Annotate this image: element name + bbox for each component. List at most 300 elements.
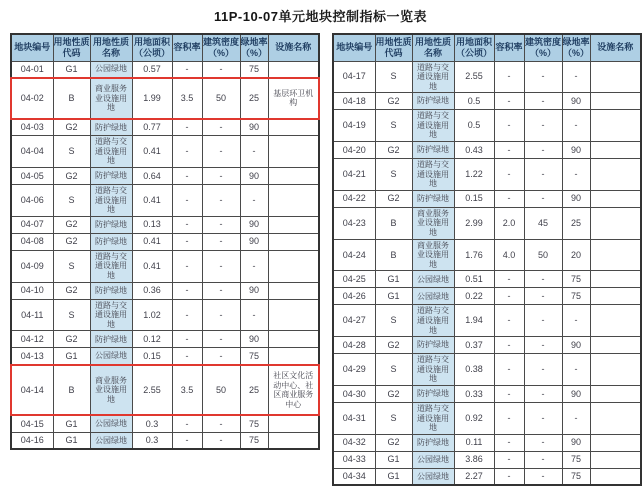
cell-facility-name — [590, 142, 641, 159]
cell-land-use-code: G2 — [53, 331, 90, 348]
cell-facility-name — [268, 282, 319, 299]
table-row — [11, 168, 319, 185]
cell-plot-id: 04-12 — [11, 331, 53, 348]
cell-green-rate: 75 — [562, 271, 590, 288]
cell-building-density: - — [524, 354, 562, 386]
header-row — [333, 34, 641, 61]
cell-green-rate: 75 — [240, 348, 268, 365]
cell-plot-id: 04-26 — [333, 288, 375, 305]
cell-land-use-name: 公园绿地 — [412, 468, 454, 485]
cell-green-rate: 90 — [240, 119, 268, 136]
cell-far: - — [494, 271, 524, 288]
cell-land-use-name: 道路与交通设施用地 — [90, 250, 132, 282]
table-row — [11, 250, 319, 282]
column-header: 绿地率（%） — [562, 34, 590, 61]
cell-far: - — [172, 415, 202, 432]
cell-land-area: 2.27 — [454, 468, 494, 485]
cell-facility-name — [590, 402, 641, 434]
cell-facility-name — [268, 216, 319, 233]
cell-land-use-code: G1 — [53, 61, 90, 78]
cell-far: 4.0 — [494, 239, 524, 271]
cell-facility-name — [590, 93, 641, 110]
cell-building-density: 45 — [524, 207, 562, 239]
table-row — [333, 239, 641, 271]
cell-building-density: - — [524, 402, 562, 434]
cell-facility-name — [268, 250, 319, 282]
column-header: 用地面积（公顷） — [454, 34, 494, 61]
table-row — [333, 271, 641, 288]
cell-building-density: - — [202, 61, 240, 78]
table-row — [11, 185, 319, 217]
cell-far: - — [172, 348, 202, 365]
cell-far: - — [172, 185, 202, 217]
cell-far: - — [494, 451, 524, 468]
cell-green-rate: 25 — [240, 365, 268, 415]
cell-green-rate: 90 — [562, 93, 590, 110]
cell-building-density: - — [202, 216, 240, 233]
cell-facility-name — [268, 119, 319, 136]
cell-green-rate: - — [562, 354, 590, 386]
cell-building-density: - — [202, 299, 240, 331]
cell-land-use-code: G2 — [375, 385, 412, 402]
table-row — [333, 402, 641, 434]
cell-green-rate: 90 — [562, 337, 590, 354]
cell-building-density: - — [202, 185, 240, 217]
cell-plot-id: 04-27 — [333, 305, 375, 337]
cell-green-rate: 90 — [240, 331, 268, 348]
cell-land-area: 1.99 — [132, 78, 172, 119]
cell-building-density: - — [524, 385, 562, 402]
cell-facility-name — [590, 305, 641, 337]
cell-far: - — [172, 250, 202, 282]
cell-green-rate: 75 — [562, 468, 590, 485]
cell-land-use-code: S — [53, 250, 90, 282]
cell-far: - — [172, 331, 202, 348]
cell-land-use-code: G2 — [53, 119, 90, 136]
cell-far: 3.5 — [172, 365, 202, 415]
column-header: 用地性质名称 — [412, 34, 454, 61]
table-row — [11, 136, 319, 168]
cell-facility-name — [268, 233, 319, 250]
cell-green-rate: 90 — [240, 282, 268, 299]
cell-plot-id: 04-20 — [333, 142, 375, 159]
cell-green-rate: 90 — [562, 385, 590, 402]
cell-facility-name — [590, 434, 641, 451]
cell-land-area: 0.5 — [454, 110, 494, 142]
cell-far: - — [494, 385, 524, 402]
cell-far: - — [494, 337, 524, 354]
column-header: 绿地率（%） — [240, 34, 268, 61]
table-row — [333, 288, 641, 305]
cell-far: - — [172, 168, 202, 185]
cell-land-use-name: 防护绿地 — [412, 142, 454, 159]
cell-land-area: 0.41 — [132, 233, 172, 250]
cell-land-area: 0.36 — [132, 282, 172, 299]
cell-green-rate: - — [240, 136, 268, 168]
cell-land-use-name: 防护绿地 — [90, 119, 132, 136]
column-header: 建筑密度（%） — [524, 34, 562, 61]
cell-land-area: 0.38 — [454, 354, 494, 386]
table-row — [11, 365, 319, 415]
cell-facility-name — [268, 299, 319, 331]
cell-land-area: 0.12 — [132, 331, 172, 348]
column-header: 地块编号 — [333, 34, 375, 61]
cell-land-area: 0.77 — [132, 119, 172, 136]
cell-building-density: - — [524, 110, 562, 142]
cell-land-use-code: S — [375, 61, 412, 93]
cell-land-use-code: S — [375, 402, 412, 434]
cell-land-use-code: G2 — [375, 93, 412, 110]
cell-plot-id: 04-25 — [333, 271, 375, 288]
cell-far: - — [494, 354, 524, 386]
table-row — [333, 451, 641, 468]
cell-land-area: 0.92 — [454, 402, 494, 434]
cell-land-area: 0.43 — [454, 142, 494, 159]
cell-land-use-code: B — [375, 207, 412, 239]
cell-building-density: - — [202, 136, 240, 168]
cell-land-area: 1.02 — [132, 299, 172, 331]
cell-far: - — [172, 119, 202, 136]
cell-land-use-name: 公园绿地 — [412, 271, 454, 288]
table-row — [333, 305, 641, 337]
cell-building-density: - — [202, 282, 240, 299]
cell-land-use-name: 道路与交通设施用地 — [412, 305, 454, 337]
cell-land-use-name: 公园绿地 — [90, 432, 132, 449]
table-row — [11, 299, 319, 331]
cell-plot-id: 04-06 — [11, 185, 53, 217]
column-header: 设施名称 — [268, 34, 319, 61]
cell-far: - — [172, 299, 202, 331]
cell-land-area: 1.22 — [454, 159, 494, 191]
cell-building-density: - — [202, 250, 240, 282]
cell-plot-id: 04-31 — [333, 402, 375, 434]
cell-far: - — [494, 468, 524, 485]
cell-land-use-name: 道路与交通设施用地 — [90, 299, 132, 331]
cell-plot-id: 04-10 — [11, 282, 53, 299]
column-header: 用地性质代码 — [375, 34, 412, 61]
cell-green-rate: 90 — [240, 216, 268, 233]
cell-land-use-name: 道路与交通设施用地 — [90, 136, 132, 168]
cell-plot-id: 04-18 — [333, 93, 375, 110]
cell-building-density: - — [202, 233, 240, 250]
cell-land-use-name: 防护绿地 — [90, 168, 132, 185]
cell-far: - — [494, 190, 524, 207]
cell-land-use-name: 道路与交通设施用地 — [412, 402, 454, 434]
header-row — [11, 34, 319, 61]
table-row — [11, 282, 319, 299]
cell-land-area: 2.99 — [454, 207, 494, 239]
cell-land-use-code: S — [375, 305, 412, 337]
cell-land-area: 0.51 — [454, 271, 494, 288]
cell-far: - — [172, 282, 202, 299]
cell-facility-name — [590, 207, 641, 239]
cell-land-use-name: 道路与交通设施用地 — [412, 159, 454, 191]
column-header: 用地性质代码 — [53, 34, 90, 61]
table-row — [333, 434, 641, 451]
cell-land-area: 0.41 — [132, 136, 172, 168]
cell-green-rate: 75 — [240, 415, 268, 432]
cell-building-density: - — [202, 168, 240, 185]
cell-plot-id: 04-34 — [333, 468, 375, 485]
cell-building-density: - — [524, 434, 562, 451]
cell-land-use-code: G2 — [53, 282, 90, 299]
cell-far: 3.5 — [172, 78, 202, 119]
cell-land-use-name: 公园绿地 — [90, 348, 132, 365]
cell-facility-name — [590, 110, 641, 142]
column-header: 容积率 — [172, 34, 202, 61]
cell-land-area: 0.11 — [454, 434, 494, 451]
cell-plot-id: 04-01 — [11, 61, 53, 78]
column-header: 用地性质名称 — [90, 34, 132, 61]
cell-land-use-name: 道路与交通设施用地 — [412, 61, 454, 93]
column-header: 容积率 — [494, 34, 524, 61]
cell-land-area: 0.41 — [132, 185, 172, 217]
cell-land-use-code: G2 — [375, 337, 412, 354]
cell-facility-name — [268, 348, 319, 365]
cell-building-density: - — [524, 190, 562, 207]
cell-green-rate: - — [562, 402, 590, 434]
table-row — [333, 110, 641, 142]
cell-plot-id: 04-02 — [11, 78, 53, 119]
table-row — [11, 233, 319, 250]
table-row — [333, 159, 641, 191]
cell-land-use-code: S — [53, 185, 90, 217]
column-header: 设施名称 — [590, 34, 641, 61]
cell-land-use-name: 道路与交通设施用地 — [90, 185, 132, 217]
cell-green-rate: 25 — [562, 207, 590, 239]
cell-land-use-code: G2 — [53, 168, 90, 185]
cell-building-density: - — [202, 415, 240, 432]
cell-facility-name: 社区文化活动中心、社区商业服务中心 — [268, 365, 319, 415]
cell-land-use-code: G1 — [375, 451, 412, 468]
cell-facility-name — [590, 385, 641, 402]
column-header: 用地面积（公顷） — [132, 34, 172, 61]
cell-building-density: - — [202, 432, 240, 449]
cell-green-rate: 90 — [562, 190, 590, 207]
cell-plot-id: 04-14 — [11, 365, 53, 415]
cell-green-rate: 90 — [562, 434, 590, 451]
cell-plot-id: 04-09 — [11, 250, 53, 282]
cell-far: - — [494, 434, 524, 451]
cell-green-rate: 20 — [562, 239, 590, 271]
cell-building-density: - — [524, 142, 562, 159]
cell-building-density: 50 — [202, 78, 240, 119]
cell-plot-id: 04-05 — [11, 168, 53, 185]
cell-far: 2.0 — [494, 207, 524, 239]
cell-facility-name: 基层环卫机构 — [268, 78, 319, 119]
table-row — [333, 207, 641, 239]
cell-building-density: - — [524, 271, 562, 288]
cell-land-use-code: G2 — [53, 216, 90, 233]
cell-plot-id: 04-11 — [11, 299, 53, 331]
cell-green-rate: - — [562, 159, 590, 191]
table-row — [333, 190, 641, 207]
cell-green-rate: - — [240, 185, 268, 217]
cell-land-use-code: B — [375, 239, 412, 271]
cell-land-area: 0.37 — [454, 337, 494, 354]
cell-green-rate: - — [562, 110, 590, 142]
cell-land-area: 0.15 — [454, 190, 494, 207]
cell-building-density: - — [524, 305, 562, 337]
cell-land-use-name: 商业服务业设施用地 — [412, 239, 454, 271]
cell-facility-name — [590, 354, 641, 386]
cell-plot-id: 04-29 — [333, 354, 375, 386]
cell-land-use-code: B — [53, 78, 90, 119]
table-row — [333, 468, 641, 485]
cell-building-density: - — [524, 159, 562, 191]
cell-land-use-code: G1 — [375, 271, 412, 288]
cell-far: - — [494, 305, 524, 337]
cell-plot-id: 04-04 — [11, 136, 53, 168]
cell-facility-name — [268, 136, 319, 168]
cell-land-use-name: 防护绿地 — [412, 385, 454, 402]
cell-building-density: - — [524, 288, 562, 305]
cell-land-use-name: 防护绿地 — [412, 337, 454, 354]
cell-green-rate: 75 — [240, 432, 268, 449]
cell-facility-name — [268, 168, 319, 185]
cell-building-density: - — [202, 348, 240, 365]
cell-land-area: 1.94 — [454, 305, 494, 337]
cell-land-use-code: S — [53, 136, 90, 168]
cell-facility-name — [590, 468, 641, 485]
cell-green-rate: - — [562, 305, 590, 337]
table-row — [333, 385, 641, 402]
tables-container — [10, 33, 641, 486]
cell-land-use-code: G1 — [375, 468, 412, 485]
page-title: 11P-10-07单元地块控制指标一览表 — [214, 9, 427, 24]
cell-land-use-name: 防护绿地 — [90, 331, 132, 348]
cell-land-use-name: 道路与交通设施用地 — [412, 110, 454, 142]
cell-land-use-code: G2 — [375, 434, 412, 451]
cell-land-use-name: 防护绿地 — [412, 190, 454, 207]
table-row — [333, 61, 641, 93]
cell-plot-id: 04-17 — [333, 61, 375, 93]
cell-building-density: - — [524, 451, 562, 468]
cell-plot-id: 04-19 — [333, 110, 375, 142]
cell-land-use-code: G1 — [375, 288, 412, 305]
cell-plot-id: 04-28 — [333, 337, 375, 354]
cell-land-area: 0.41 — [132, 250, 172, 282]
cell-land-use-code: S — [375, 159, 412, 191]
cell-land-use-name: 防护绿地 — [412, 93, 454, 110]
cell-plot-id: 04-15 — [11, 415, 53, 432]
cell-facility-name — [268, 61, 319, 78]
cell-land-use-name: 防护绿地 — [90, 282, 132, 299]
cell-land-use-code: S — [375, 110, 412, 142]
cell-plot-id: 04-08 — [11, 233, 53, 250]
cell-land-use-name: 公园绿地 — [412, 451, 454, 468]
cell-facility-name — [590, 288, 641, 305]
cell-plot-id: 04-07 — [11, 216, 53, 233]
table-row — [11, 415, 319, 432]
cell-plot-id: 04-23 — [333, 207, 375, 239]
cell-land-area: 0.13 — [132, 216, 172, 233]
cell-land-use-name: 商业服务业设施用地 — [412, 207, 454, 239]
cell-land-use-name: 商业服务业设施用地 — [90, 78, 132, 119]
cell-building-density: - — [524, 468, 562, 485]
plot-index-table-right — [332, 33, 642, 486]
cell-green-rate: 90 — [562, 142, 590, 159]
cell-plot-id: 04-24 — [333, 239, 375, 271]
cell-land-use-code: G2 — [375, 142, 412, 159]
cell-plot-id: 04-32 — [333, 434, 375, 451]
table-row — [11, 216, 319, 233]
cell-land-area: 0.15 — [132, 348, 172, 365]
cell-land-area: 2.55 — [132, 365, 172, 415]
cell-green-rate: 90 — [240, 168, 268, 185]
column-header: 建筑密度（%） — [202, 34, 240, 61]
cell-land-use-code: G2 — [375, 190, 412, 207]
cell-land-area: 1.76 — [454, 239, 494, 271]
cell-plot-id: 04-33 — [333, 451, 375, 468]
cell-plot-id: 04-03 — [11, 119, 53, 136]
cell-far: - — [494, 93, 524, 110]
cell-plot-id: 04-16 — [11, 432, 53, 449]
cell-green-rate: - — [240, 299, 268, 331]
cell-far: - — [172, 216, 202, 233]
cell-land-area: 2.55 — [454, 61, 494, 93]
cell-green-rate: 75 — [562, 288, 590, 305]
cell-land-use-name: 防护绿地 — [412, 434, 454, 451]
cell-building-density: 50 — [524, 239, 562, 271]
table-row — [11, 61, 319, 78]
cell-land-use-name: 公园绿地 — [412, 288, 454, 305]
cell-plot-id: 04-30 — [333, 385, 375, 402]
cell-land-use-code: S — [375, 354, 412, 386]
cell-far: - — [494, 159, 524, 191]
cell-plot-id: 04-13 — [11, 348, 53, 365]
cell-facility-name — [268, 432, 319, 449]
cell-far: - — [494, 110, 524, 142]
cell-land-use-code: G2 — [53, 233, 90, 250]
cell-land-use-name: 防护绿地 — [90, 233, 132, 250]
column-header: 地块编号 — [11, 34, 53, 61]
cell-green-rate: 75 — [562, 451, 590, 468]
cell-far: - — [494, 288, 524, 305]
cell-land-use-name: 公园绿地 — [90, 415, 132, 432]
cell-land-use-name: 防护绿地 — [90, 216, 132, 233]
cell-far: - — [494, 61, 524, 93]
table-row — [333, 337, 641, 354]
cell-land-area: 0.33 — [454, 385, 494, 402]
table-row — [333, 354, 641, 386]
cell-far: - — [172, 233, 202, 250]
cell-facility-name — [590, 451, 641, 468]
cell-building-density: - — [524, 61, 562, 93]
cell-land-use-code: S — [53, 299, 90, 331]
cell-facility-name — [590, 337, 641, 354]
cell-facility-name — [590, 271, 641, 288]
cell-land-use-code: G1 — [53, 348, 90, 365]
cell-building-density: 50 — [202, 365, 240, 415]
cell-far: - — [494, 142, 524, 159]
cell-far: - — [172, 136, 202, 168]
cell-far: - — [494, 402, 524, 434]
cell-land-area: 0.3 — [132, 415, 172, 432]
cell-land-area: 0.22 — [454, 288, 494, 305]
table-row — [333, 142, 641, 159]
cell-building-density: - — [202, 331, 240, 348]
cell-facility-name — [590, 159, 641, 191]
cell-plot-id: 04-22 — [333, 190, 375, 207]
cell-land-use-code: G1 — [53, 415, 90, 432]
table-row — [11, 348, 319, 365]
cell-far: - — [172, 432, 202, 449]
cell-green-rate: - — [240, 250, 268, 282]
cell-land-use-code: B — [53, 365, 90, 415]
cell-land-area: 0.57 — [132, 61, 172, 78]
cell-facility-name — [590, 239, 641, 271]
